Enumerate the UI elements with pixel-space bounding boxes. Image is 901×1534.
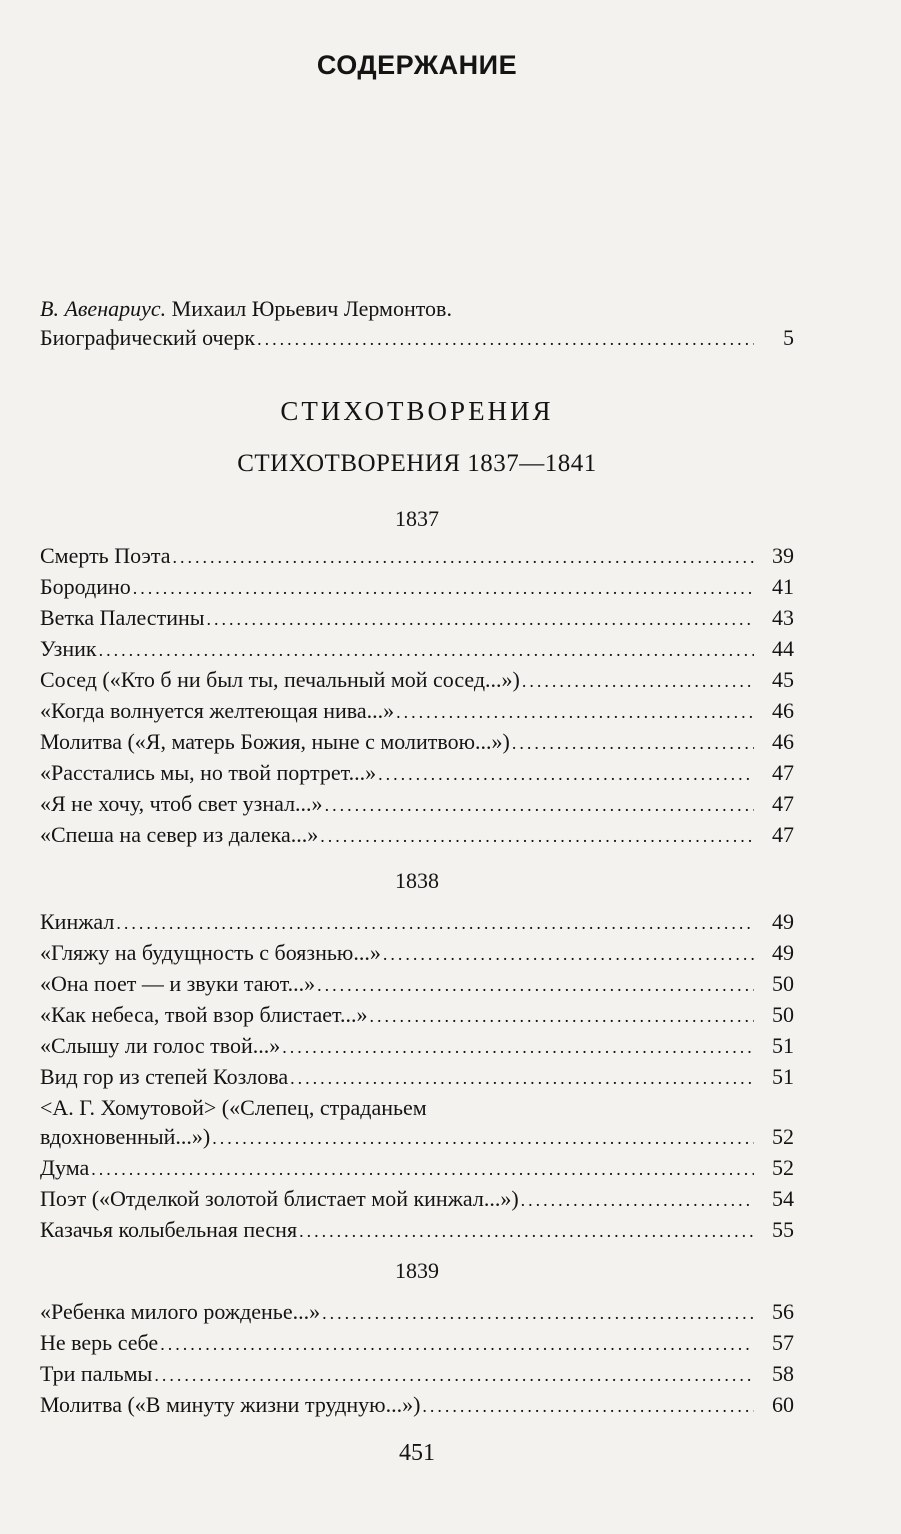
toc-entry [40, 1359, 794, 1390]
toc-list-1838 [40, 907, 794, 1093]
year-heading: 1838 [395, 868, 439, 893]
toc-entry [40, 603, 794, 634]
leader-dots [172, 543, 754, 572]
leader-dots [290, 1064, 754, 1093]
leader-dots [207, 605, 754, 634]
intro-line-2 [40, 323, 794, 354]
leader-dots [299, 1217, 754, 1246]
entry-title: Бородино [40, 574, 131, 599]
leader-dots [257, 325, 754, 354]
leader-dots [133, 574, 754, 603]
year-heading: 1837 [395, 506, 439, 531]
leader-dots [320, 822, 754, 851]
toc-entry [40, 634, 794, 665]
year-heading: 1839 [395, 1258, 439, 1283]
toc-entry [40, 665, 794, 696]
toc-entry [40, 938, 794, 969]
entry-title: Кинжал [40, 909, 115, 934]
page-number: 5 [783, 325, 794, 350]
toc-entry [40, 1390, 794, 1421]
page-number: 50 [772, 1002, 794, 1027]
page-number: 56 [772, 1299, 794, 1324]
toc-entry [40, 789, 794, 820]
entry-title: Молитва («Я, матерь Божия, ныне с молитвою...») [40, 729, 510, 754]
page-number: 39 [772, 543, 794, 568]
entry-title: Ветка Палестины [40, 605, 205, 630]
toc-entry [40, 1328, 794, 1359]
leader-dots [522, 667, 754, 696]
toc-entry [40, 1184, 794, 1215]
entry-title: Сосед («Кто б ни был ты, печальный мой сосед...») [40, 667, 520, 692]
entry-title: «Я не хочу, чтоб свет узнал...» [40, 791, 323, 816]
page-number: 52 [772, 1124, 794, 1149]
toc-entry-wrapped-line-1: <А. Г. Хомутовой> («Слепец, страданьем [40, 1095, 427, 1120]
leader-dots [317, 971, 754, 1000]
page-number: 50 [772, 971, 794, 996]
page-number: 51 [772, 1064, 794, 1089]
leader-dots [521, 1186, 754, 1215]
toc-list-1837 [40, 541, 794, 851]
page-title: СОДЕРЖАНИЕ [316, 50, 518, 80]
toc-entry [40, 1297, 794, 1328]
leader-dots [154, 1361, 754, 1390]
page-number: 58 [772, 1361, 794, 1386]
page-number: 47 [772, 822, 794, 847]
page-number: 49 [772, 940, 794, 965]
leader-dots [91, 1155, 754, 1184]
leader-dots [116, 909, 754, 938]
entry-title: Молитва («В минуту жизни трудную...») [40, 1392, 421, 1417]
entry-title: Три пальмы [40, 1361, 153, 1386]
leader-dots [378, 760, 754, 789]
leader-dots [160, 1330, 754, 1359]
page-number: 57 [772, 1330, 794, 1355]
toc-entry [40, 758, 794, 789]
leader-dots [383, 940, 754, 969]
toc-entry-wrapped-line-2 [40, 1122, 794, 1153]
entry-title: «Спеша на север из далека...» [40, 822, 319, 847]
page-number: 47 [772, 760, 794, 785]
entry-title: Казачья колыбельная песня [40, 1217, 298, 1242]
entry-title: «Когда волнуется желтеющая нива...» [40, 698, 395, 723]
page-number: 45 [772, 667, 794, 692]
page-number: 49 [772, 909, 794, 934]
page-number: 60 [772, 1392, 794, 1417]
toc-list-1839 [40, 1297, 794, 1421]
entry-title: Смерть Поэта [40, 543, 171, 568]
page-number: 46 [772, 698, 794, 723]
toc-entry [40, 1000, 794, 1031]
entry-title: «Ребенка милого рожденье...» [40, 1299, 321, 1324]
leader-dots [282, 1033, 754, 1062]
toc-entry [40, 727, 794, 758]
page-number: 55 [772, 1217, 794, 1242]
page-number: 43 [772, 605, 794, 630]
year-group-1838 [40, 866, 794, 1246]
toc-entry [40, 1215, 794, 1246]
page-number: 47 [772, 791, 794, 816]
toc-entry [40, 541, 794, 572]
entry-title: «Гляжу на будущность с боязнью...» [40, 940, 381, 965]
leader-dots [99, 636, 754, 665]
page-number: 41 [772, 574, 794, 599]
toc-entry [40, 1031, 794, 1062]
toc-entry [40, 969, 794, 1000]
entry-title: «Она поет — и звуки тают...» [40, 971, 316, 996]
entry-title: Узник [40, 636, 97, 661]
entry-title: Вид гор из степей Козлова [40, 1064, 289, 1089]
leader-dots [422, 1392, 754, 1421]
entry-title: «Как небеса, твой взор блистает...» [40, 1002, 368, 1027]
toc-entry [40, 572, 794, 603]
intro-entry [40, 294, 794, 354]
leader-dots [370, 1002, 755, 1031]
leader-dots [325, 791, 754, 820]
section-subheading: СТИХОТВОРЕНИЯ 1837—1841 [237, 450, 597, 477]
page-number: 52 [772, 1155, 794, 1180]
leader-dots [512, 729, 754, 758]
entry-title: Дума [40, 1155, 90, 1180]
toc-entry [40, 1153, 794, 1184]
year-group-1837 [40, 504, 794, 851]
page-number: 51 [772, 1033, 794, 1058]
page-number-folio: 451 [399, 1440, 435, 1466]
toc-entry [40, 696, 794, 727]
leader-dots [396, 698, 754, 727]
intro-label: Биографический очерк [40, 325, 256, 350]
intro-line-1 [40, 294, 794, 323]
entry-title: Поэт («Отделкой золотой блистает мой кинжал...») [40, 1186, 519, 1211]
section-heading: СТИХОТВОРЕНИЯ [280, 396, 554, 426]
intro-title: Михаил Юрьевич Лермонтов. [166, 296, 452, 321]
entry-title: «Расстались мы, но твой портрет...» [40, 760, 377, 785]
toc-entry [40, 1062, 794, 1093]
page-number: 44 [772, 636, 794, 661]
entry-title: «Слышу ли голос твой...» [40, 1033, 281, 1058]
page-number: 54 [772, 1186, 794, 1211]
toc-entry [40, 907, 794, 938]
leader-dots [322, 1299, 754, 1328]
toc-list-1838-continued [40, 1153, 794, 1246]
intro-author: В. Авенариус. [40, 296, 167, 321]
year-group-1839 [40, 1256, 794, 1421]
entry-title: вдохновенный...») [40, 1124, 211, 1149]
toc-page [40, 0, 794, 1534]
page-number: 46 [772, 729, 794, 754]
toc-entry [40, 820, 794, 851]
entry-title: Не верь себе [40, 1330, 159, 1355]
leader-dots [212, 1124, 754, 1153]
